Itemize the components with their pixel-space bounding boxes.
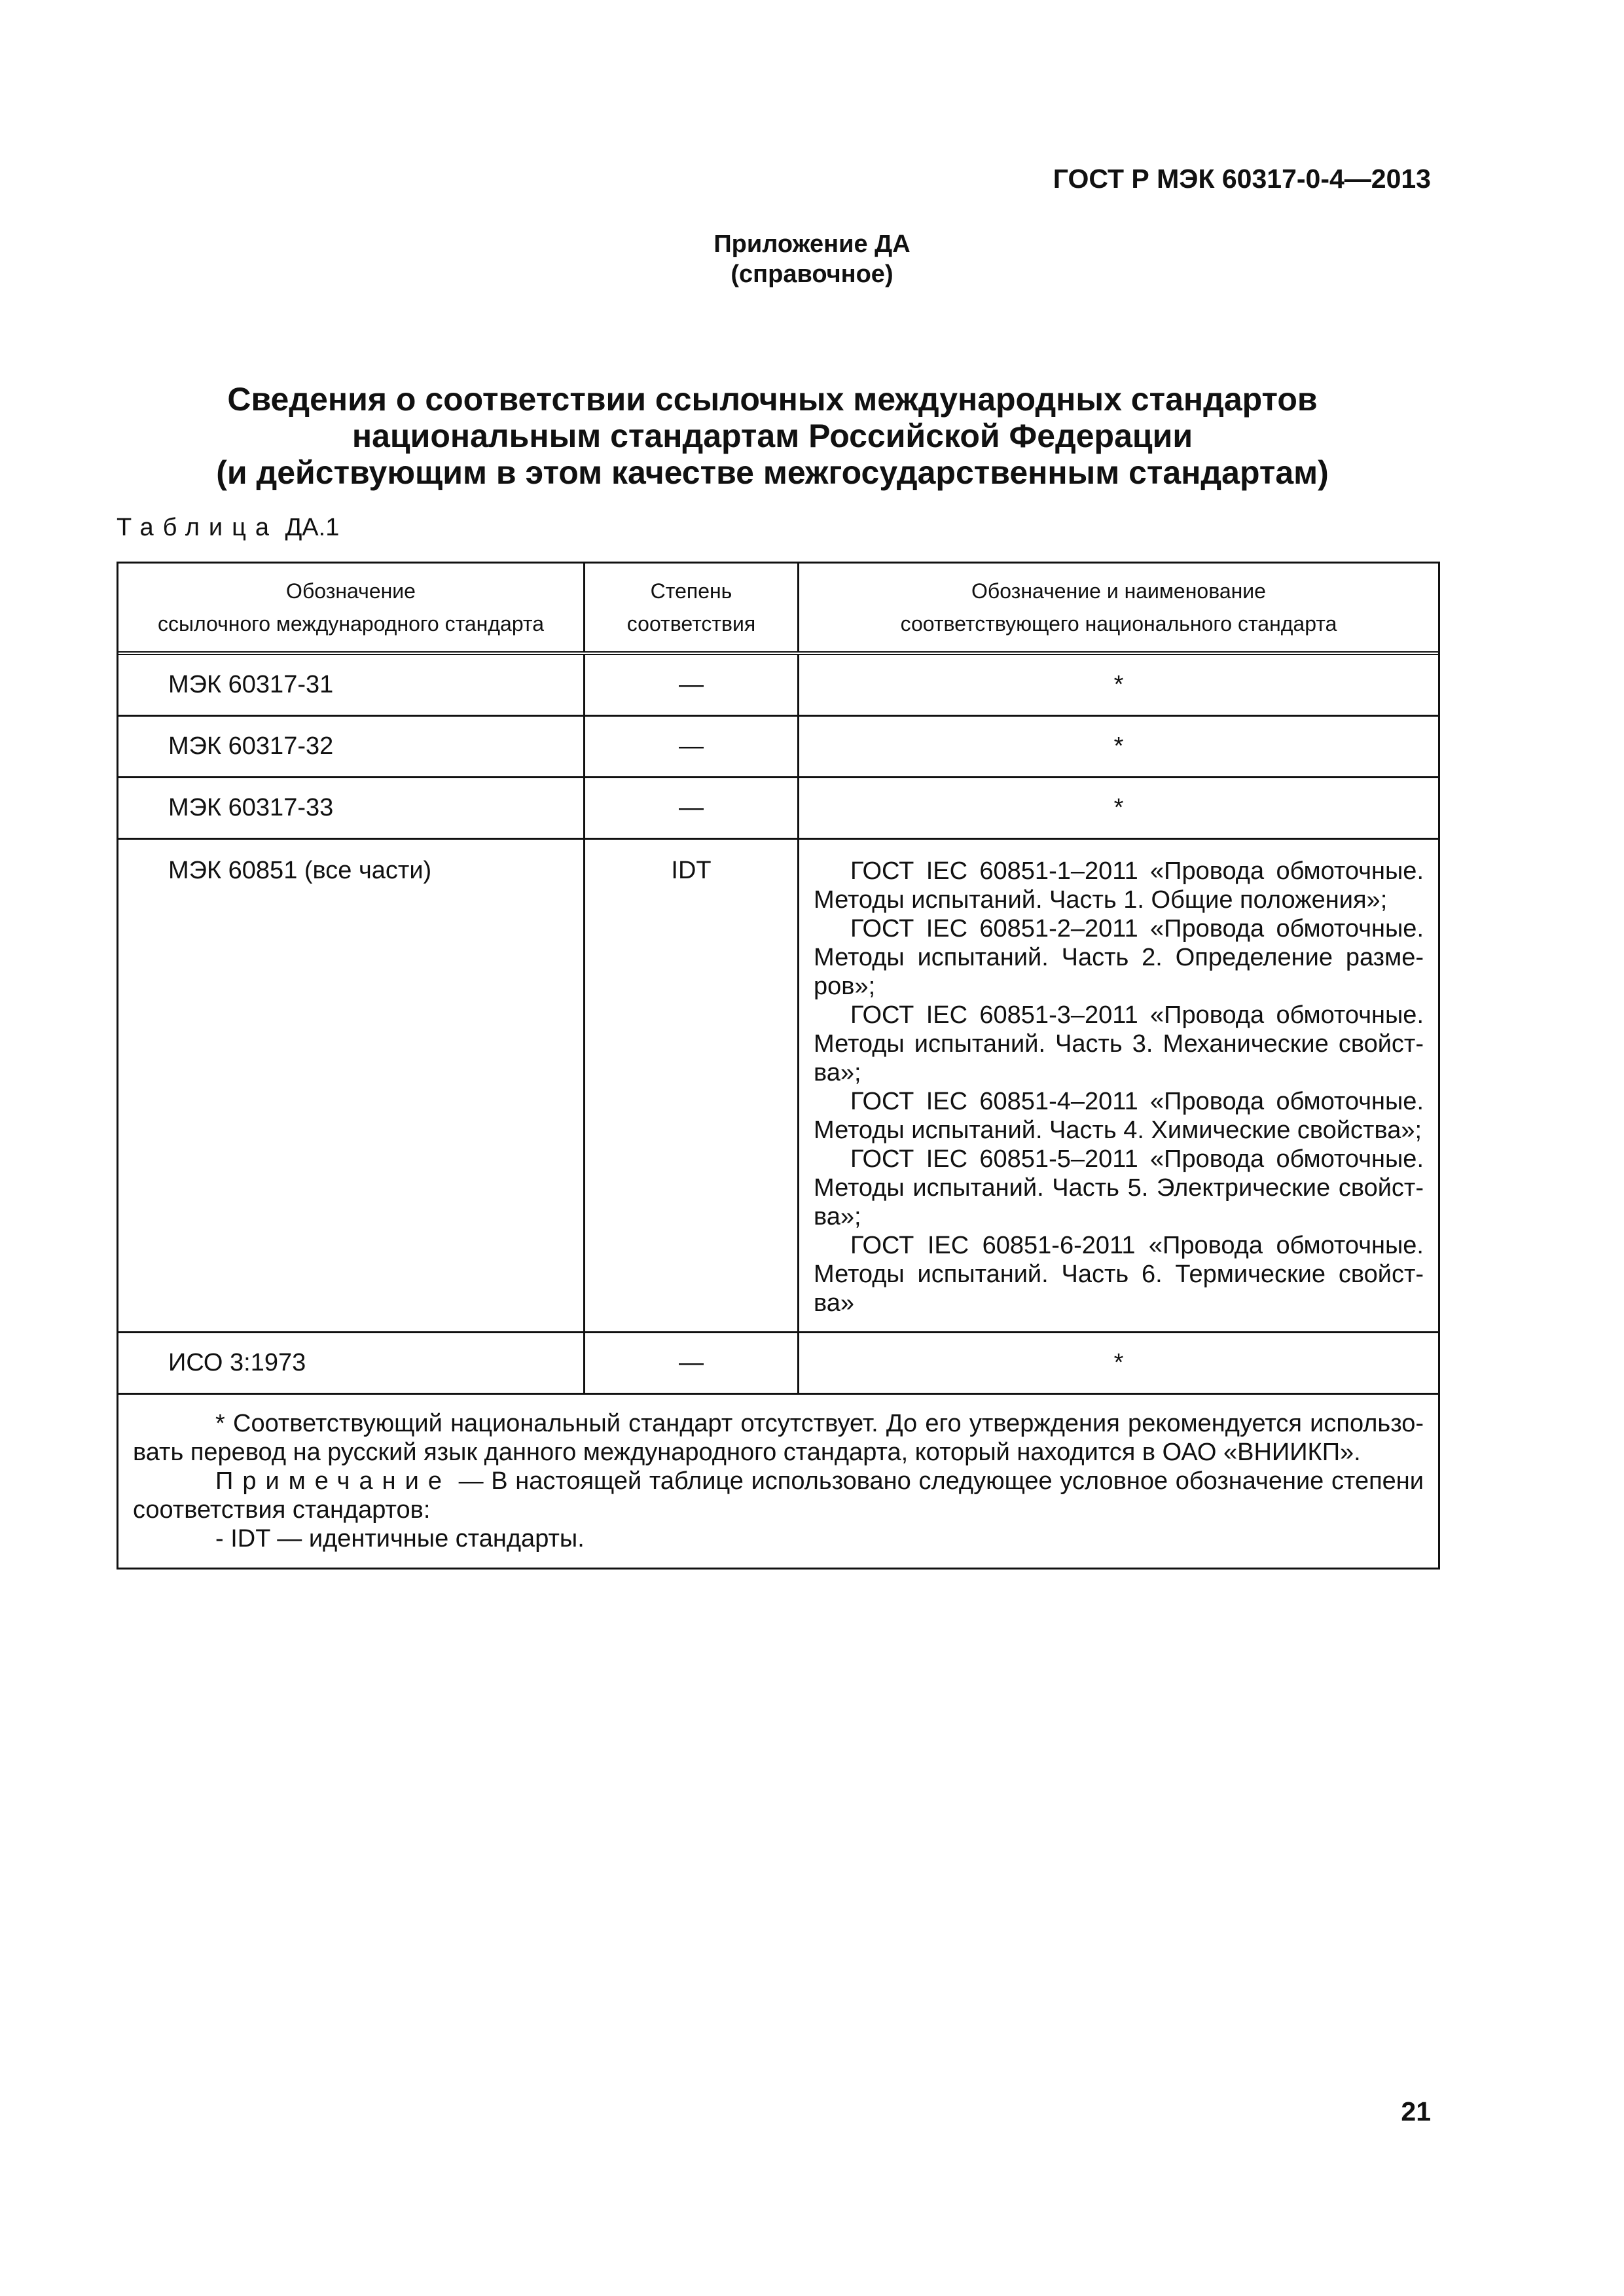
table-caption — [117, 514, 339, 542]
appendix-subtitle: (справочное) — [731, 260, 893, 288]
cell-national: * — [1113, 671, 1124, 698]
cell-reference: МЭК 60317-31 — [118, 655, 585, 715]
table-row — [118, 717, 1438, 778]
header-text: соответствия — [626, 612, 756, 636]
cell-national-list — [799, 840, 1438, 1331]
cell-reference: ИСО 3:1973 — [118, 1333, 585, 1393]
national-standard-entry: ГОСТ IEC 60851-3–2011 «Провода обмоточные. Методы испытаний. Часть 3. Механические свойст-ва»; — [814, 1001, 1424, 1086]
title-line-3: (и действующим в этом качестве межгосударственным стандартам) — [216, 454, 1329, 491]
document-title — [0, 381, 1545, 491]
table-row — [118, 1333, 1438, 1395]
table-caption-number: ДА.1 — [285, 514, 340, 541]
table-header-row — [118, 564, 1438, 655]
note-text: — В настоящей таблице использовано следующее условное обозначение степени соответствия стандартов: — [133, 1467, 1424, 1524]
header-text: Степень — [650, 579, 732, 603]
cell-degree: — — [585, 717, 799, 776]
title-line-2: национальным стандартам Российской Федерации — [352, 418, 1193, 454]
cell-degree: IDT — [585, 840, 799, 1331]
national-standard-entry: ГОСТ IEC 60851-4–2011 «Провода обмоточные. Методы испытаний. Часть 4. Химические свойства»; — [814, 1088, 1424, 1144]
table-row — [118, 778, 1438, 840]
appendix-heading — [0, 229, 1624, 289]
cell-reference: МЭК 60317-33 — [118, 778, 585, 838]
table-row — [118, 840, 1438, 1333]
header-text: ссылочного международного стандарта — [157, 612, 544, 636]
header-cell-national — [799, 564, 1438, 651]
cell-degree: — — [585, 778, 799, 838]
national-standard-entry: ГОСТ IEC 60851-2–2011 «Провода обмоточные. Методы испытаний. Часть 2. Определение разме-ров»; — [814, 915, 1424, 1000]
header-cell-degree — [585, 564, 799, 651]
title-line-1: Сведения о соответствии ссылочных международных стандартов — [227, 381, 1318, 418]
note-item: - IDT — идентичные стандарты. — [215, 1525, 585, 1552]
note-paragraph — [133, 1467, 1424, 1524]
cell-national: * — [1113, 794, 1124, 821]
table-row — [118, 655, 1438, 717]
header-cell-reference — [118, 564, 585, 651]
header-text: Обозначение — [286, 579, 416, 603]
national-standard-entry: ГОСТ IEC 60851-5–2011 «Провода обмоточные. Методы испытаний. Часть 5. Электрические свойст-ва»; — [814, 1145, 1424, 1230]
correspondence-table — [117, 562, 1440, 1570]
cell-degree: — — [585, 1333, 799, 1393]
table-footnote-row — [118, 1395, 1438, 1568]
document-code: ГОСТ Р МЭК 60317-0-4—2013 — [1053, 164, 1431, 194]
national-standard-entry: ГОСТ IEC 60851-1–2011 «Провода обмоточные. Методы испытаний. Часть 1. Общие положения»; — [814, 857, 1424, 914]
cell-national: * — [1113, 732, 1124, 760]
cell-degree: — — [585, 655, 799, 715]
footnote-text: * Соответствующий национальный стандарт отсутствует. До его утверждения рекомендуется использо-вать перевод на русский язык данного международного стандарта, который находится в ОАО «ВНИИКП». — [133, 1410, 1424, 1466]
cell-reference: МЭК 60317-32 — [118, 717, 585, 776]
national-standard-entry: ГОСТ IEC 60851-6-2011 «Провода обмоточные. Методы испытаний. Часть 6. Термические свойст-ва» — [814, 1232, 1424, 1317]
note-label: Примечание — [215, 1467, 451, 1495]
table-caption-word: Таблица — [117, 514, 278, 541]
header-text: соответствующего национального стандарта — [900, 612, 1337, 636]
appendix-title: Приложение ДА — [713, 230, 911, 258]
header-text: Обозначение и наименование — [971, 579, 1266, 603]
cell-national: * — [1113, 1349, 1124, 1376]
page-number: 21 — [1401, 2096, 1431, 2126]
cell-reference: МЭК 60851 (все части) — [118, 840, 585, 1331]
